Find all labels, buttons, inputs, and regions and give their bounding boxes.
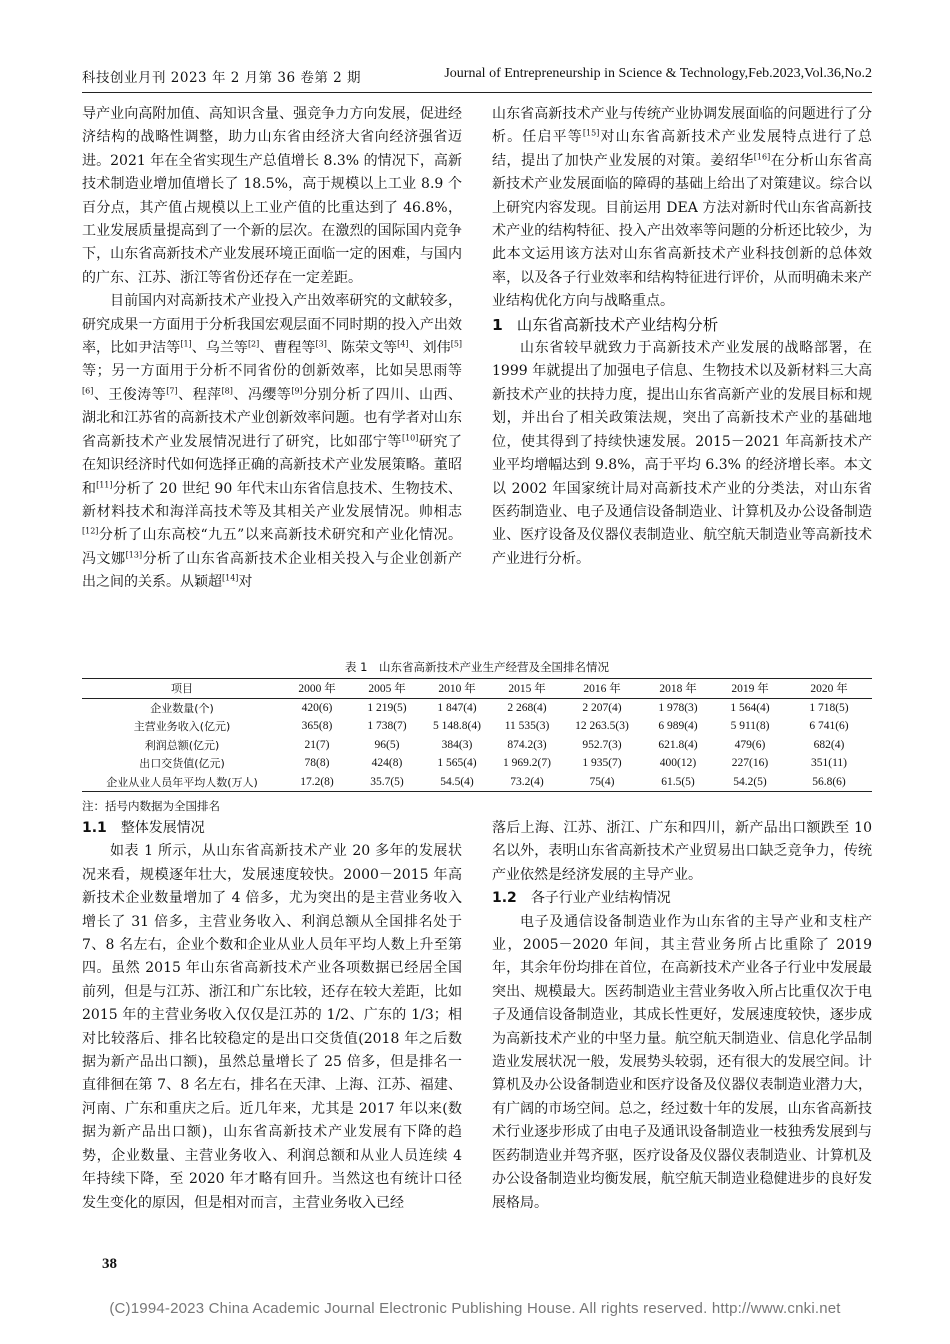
section-heading-1-1: 1.1 整体发展情况 [82,820,205,836]
citation: [7] [166,386,178,396]
row-label: 利润总额(亿元) [144,738,220,752]
left-column-bottom [82,817,462,1215]
table-cell: 5 148.8(4) [433,720,481,733]
table-cell: 420(6) [301,701,333,714]
table-cell: 1 565(4) [437,757,477,770]
copyright-footer: (C)1994-2023 China Academic Journal Electronic Publishing House. All rights reserved. http://www.cnki.net [109,1300,841,1317]
citation: [13] [125,550,143,560]
page-number: 38 [102,1256,117,1272]
right-column-top [492,103,872,571]
citation: [4] [397,339,409,349]
table-header-year: 2018 年 [659,683,697,696]
table-row [82,717,872,736]
table-header-item: 项目 [171,682,193,696]
table-cell: 12 263.5(3) [575,720,629,733]
citation: [5] [450,339,463,349]
table-cell: 952.7(3) [582,738,622,751]
table-cell: 227(16) [731,757,769,770]
header-rule [82,92,872,93]
table-cell: 351(11) [811,757,847,770]
citation: [8] [221,386,233,396]
row-label: 企业从业人员年平均人数(万人) [106,775,258,789]
section-heading-1-2: 1.2 各子行业产业结构情况 [492,890,671,907]
table-header-row [82,679,872,699]
table-cell: 874.2(3) [507,738,547,751]
citation: [16] [753,152,771,162]
citation: [12] [82,526,99,536]
table-cell: 400(12) [659,757,697,770]
table-cell: 5 911(8) [730,720,770,733]
citation: [14] [222,573,239,583]
table-cell: 56.8(6) [812,775,846,788]
citation: [6] [82,386,94,396]
table-cell: 1 564(4) [730,701,770,714]
table-cell: 6 741(6) [809,720,849,733]
table-cell: 35.7(5) [370,775,404,788]
table-caption: 表 1 山东省高新技术产业生产经营及全国排名情况 [345,660,609,674]
citation: [1] [180,339,192,349]
literature-review-paragraph: 目前国内对高新技术产业投入产出效率研究的文献较多，研究成果一方面用于分析我国宏观层面不同时期的投入产出效率，比如尹洁等[1]、乌兰等[2]、曹程等[3]、陈荣文等[4]、刘伟[5]等；另一方面用于分析不同省份的创新效率，比如吴思雨等[6]、王俊涛等[7]、程萍[8]、冯缨等[9]分别分析了四川、山西、湖北和江苏省的高新技术产业创新效率问题。也有学者对山东省高新技术产业发展情况进行了研究，比如邵宁等[10]研究了在知识经济时代如何选择正确的高新技术产业发展策略。董昭和[11]分析了 20 世纪 90 年代末山东省信息技术、生物技术、新材料技术和海洋高技术等及其相关产业发展情况。帅相志[12]分析了山东高校“九五”以来高新技术研究和产业化情况。冯文娜[13]分析了山东省高新技术企业相关投入与企业创新产出之间的关系。从颖超[14]对 [82,293,463,591]
table-cell: 1 847(4) [437,701,477,714]
table-header-year: 2019 年 [731,683,769,696]
table-cell: 365(8) [301,720,333,733]
table-cell: 1 978(3) [658,701,698,714]
running-header [82,66,872,90]
citation: [10] [401,433,419,443]
table-cell: 1 969.2(7) [503,757,551,770]
table-cell: 96(5) [374,738,400,751]
section-heading-1: 1 山东省高新技术产业结构分析 [492,315,719,334]
table-cell: 54.5(4) [440,775,474,788]
table-header-year: 2020 年 [810,683,848,696]
table-row [82,754,872,773]
table-cell: 54.2(5) [733,775,767,788]
table-cell: 479(6) [734,738,766,751]
table-header-year: 2000 年 [298,683,336,696]
journal-issue-en: Journal of Entrepreneurship in Science & Technology,Feb.2023,Vol.36,No.2 [444,66,872,81]
paragraph: 山东省较早就致力于高新技术产业发展的战略部署，在 1999 年就提出了加强电子信息、生物技术以及新材料三大高新技术产业的扶持力度，提出山东省高新产业的发展目标和规划，并出台了相关政策法规，突出了高新技术产业的基础地位，使其得到了持续快速发展。2015－2021 年高新技术产业平均增幅达到 9.8%，高于平均 6.3% 的经济增长率。本文以 2002 年国家统计局对高新技术产业的分类法，对山东省医药制造业、电子及通信设备制造业、计算机及办公设备制造业、医疗设备及仪器仪表制造业、航空航天制造业等高新技术产业进行分析。 [492,340,872,567]
paragraph: 山东省高新技术产业与传统产业协调发展面临的问题进行了分析。任启平等[15]对山东省高新技术产业发展特点进行了总结，提出了加快产业发展的对策。姜绍华[16]在分析山东省高新技术产业发展面临的障碍的基础上给出了对策建议。综合以上研究内容发现。目前运用 DEA 方法对新时代山东省高新技术产业的结构特征、投入产出效率等问题的分析还比较少，为此本文运用该方法对山东省高新技术产业科技创新的总体效率，以及各子行业效率和结构特征进行评价，从而明确未来产业结构优化方向与战略重点。 [492,106,873,310]
table-row [82,698,872,717]
citation: [11] [96,479,113,489]
table-cell: 2 268(4) [507,701,547,714]
table-cell: 1 935(7) [582,757,622,770]
left-column-top [82,103,462,595]
table-cell: 1 219(5) [367,701,407,714]
table-note: 注：括号内数据为全国排名 [82,799,220,813]
table-cell: 61.5(5) [661,775,695,788]
table-header-year: 2005 年 [368,683,406,696]
right-column-bottom [492,817,872,1215]
citation: [2] [247,339,260,349]
table-cell: 17.2(8) [300,775,334,788]
citation: [9] [291,386,303,396]
table-cell: 75(4) [589,775,615,788]
table-cell: 2 207(4) [582,701,622,714]
table-cell: 424(8) [371,757,403,770]
table-header-year: 2010 年 [438,683,476,696]
table-cell: 21(7) [304,738,330,751]
table-cell: 621.8(4) [658,738,698,751]
table-cell: 1 718(5) [809,701,849,714]
data-table [82,678,872,792]
citation: [3] [315,339,327,349]
table-cell: 682(4) [813,738,845,751]
row-label: 主营业务收入(亿元) [133,720,231,734]
table-cell: 78(8) [304,757,330,770]
paragraph: 如表 1 所示，从山东省高新技术产业 20 多年的发展状况来看，规模逐年壮大，发展速度较快。2000－2015 年高新技术企业数量增加了 4 倍多，尤为突出的是主营业务收入增长了 31 倍多，主营业务收入、利润总额从全国排名处于 7、8 名左右，企业个数和企业从业人员年平均人数上升至第四。虽然 2015 年山东省高新技术产业各项数据已经居全国前列，但是与江苏、浙江和广东比较，还存在较大差距，比如 2015 年的主营业务收入仅仅是江苏的 1/2、广东的 1/3；相对比较落后、排名比较稳定的是出口交货值(2018 年之后数据为新产品出口额)，虽然总量增长了 25 倍多，但是排名一直徘徊在第 7、8 名左右，排名在天津、上海、江苏、福建、河南、广东和重庆之后。近几年来，尤其是 2017 年以来(数据为新产品出口额)，山东省高新技术产业发展有下降的趋势，企业数量、主营业务收入、利润总额和从业人员连续 4 年持续下降，至 2020 年才略有回升。当然这也有统计口径发生变化的原因，但是相对而言，主营业务收入已经 [82,843,462,1211]
table-header-year: 2015 年 [508,683,546,696]
table-row [82,736,872,755]
row-label: 企业数量(个) [150,701,214,715]
table-cell: 6 989(4) [658,720,698,733]
paragraph: 电子及通信设备制造业作为山东省的主导产业和支柱产业，2005－2020 年间，其主营业务所占比重除了 2019 年，其余年份均排在首位，在高新技术产业各子行业中发展最突出、规模最大。医药制造业主营业务收入所占比重仅次于电子及通信设备制造业，其成长性更好，发展速度较快，逐步成为高新技术产业的中坚力量。航空航天制造业、信息化学品制造业发展状况一般，发展势头较弱，还有很大的发展空间。计算机及办公设备制造业和医疗设备及仪器仪表制造业潜力大，有广阔的市场空间。总之，经过数十年的发展，山东省高新技术行业逐步形成了由电子及通讯设备制造业一枝独秀发展到与医药制造业并驾齐驱，医疗设备及仪器仪表制造业、计算机及办公设备制造业均衡发展，航空航天制造业稳健进步的良好发展格局。 [492,913,872,1211]
table-cell: 11 535(3) [504,720,550,733]
citation: [15] [582,128,600,138]
table-cell: 1 738(7) [367,720,407,733]
table-row [82,773,872,792]
journal-issue-cn: 科技创业月刊 2023 年 2 月第 36 卷第 2 期 [82,70,362,86]
paragraph: 落后上海、江苏、浙江、广东和四川，新产品出口额跌至 10 名以外，表明山东省高新技术产业贸易出口缺乏竞争力，传统产业依然是经济发展的主导产业。 [492,820,872,883]
table-cell: 384(3) [441,738,473,751]
row-label: 出口交货值(亿元) [139,757,225,771]
table-cell: 73.2(4) [510,775,544,788]
table-header-year: 2016 年 [583,683,621,696]
paragraph: 导产业向高附加值、高知识含量、强竞争力方向发展，促进经济结构的战略性调整，助力山东省由经济大省向经济强省迈进。2021 年在全省实现生产总值增长 8.3% 的情况下，高新技术制造业增加值增长了 18.5%，高于规模以上工业 8.9 个百分点，其产值占规模以上工业产值的比重达到了 46.8%，工业发展质量提高到了一个新的层次。在激烈的国际国内竞争下，山东省高新技术产业发展环境正面临一定的困难，与国内的广东、江苏、浙江等省份还存在一定差距。 [82,106,462,286]
